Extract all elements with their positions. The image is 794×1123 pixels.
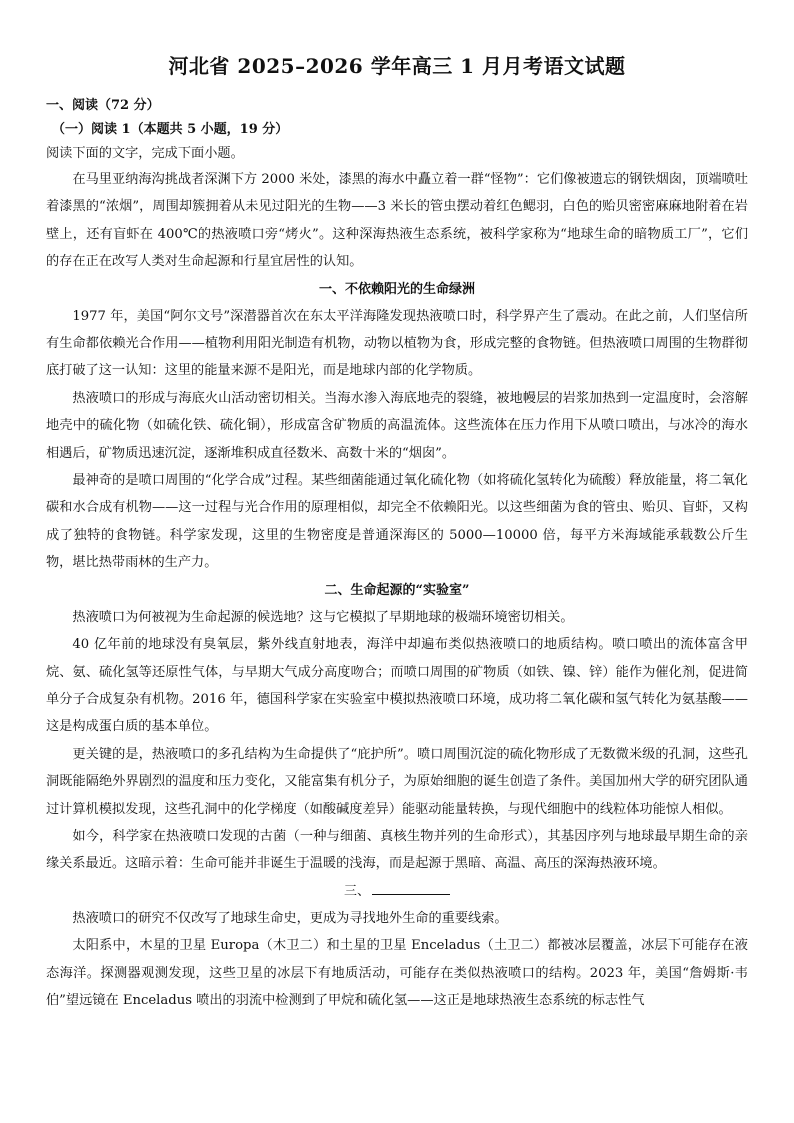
part3-heading-line — [46, 878, 748, 905]
paragraph: 太阳系中，木星的卫星 Europa（木卫二）和土星的卫星 Enceladus（土卫二）都被冰层覆盖，冰层下可能存在液态海洋。探测器观测发现，这些卫星的冰层下有地质活动，可能存在类似热液喷口的结构。2023 年，美国“詹姆斯·韦伯”望远镜在 Enceladus 喷出的羽流中检测到了甲烷和硫化氢——这正是地球热液生态系统的标志性气 — [46, 938, 748, 1008]
part3-heading: 三、 — [343, 883, 370, 899]
paragraph: 热液喷口的形成与海底火山活动密切相关。当海水渗入海底地壳的裂缝，被地幔层的岩浆加热到一定温度时，会溶解地壳中的硫化物（如硫化铁、硫化铜），形成富含矿物质的高温流体。这些流体在压力作用下从喷口喷出，与冰冷的海水相遇后，矿物质迅速沉淀，逐渐堆积成直径数米、高数十米的“烟囱”。 — [46, 390, 748, 461]
paragraph: 热液喷口为何被视为生命起源的候选地？这与它模拟了早期地球的极端环境密切相关。 — [72, 609, 574, 625]
title-blank — [372, 880, 450, 895]
paragraph: 最神奇的是喷口周围的“化学合成”过程。某些细菌能通过氧化硫化物（如将硫化氢转化为硫酸）释放能量，将二氧化碳和水合成有机物——这一过程与光合作用的原理相似，却完全不依赖阳光。以这些细菌为食的管虫、贻贝、盲虾，又构成了独特的食物链。科学家发现，这里的生物密度是普通深海区的 5000—10000 倍，每平方米海域能承载数公斤生物，堪比热带雨林的生产力。 — [46, 473, 748, 571]
subsection-heading: （一）阅读 1（本题共 5 小题，19 分） — [52, 122, 289, 137]
paragraph: 热液喷口的研究不仅改写了地球生命史，更成为寻找地外生命的重要线索。 — [72, 910, 508, 926]
part1-heading: 一、不依赖阳光的生命绿洲 — [318, 281, 475, 297]
section-heading: 一、阅读（72 分） — [46, 98, 160, 113]
instruction-text: 阅读下面的文字，完成下面小题。 — [46, 146, 244, 161]
paragraph: 40 亿年前的地球没有臭氧层，紫外线直射地表，海洋中却遍布类似热液喷口的地质结构。喷口喷出的流体富含甲烷、氨、硫化氢等还原性气体，与早期大气成分高度吻合；而喷口周围的矿物质（如铁、镍、锌）能作为催化剂，促进简单分子合成复杂有机物。2016 年，德国科学家在实验室中模拟热液喷口环境，成功将二氧化碳和氢气转化为氨基酸——这是构成蛋白质的基本单位。 — [46, 637, 748, 735]
paragraph: 如今，科学家在热液喷口发现的古菌（一种与细菌、真核生物并列的生命形式），其基因序列与地球最早期生命的亲缘关系最近。这暗示着：生命可能并非诞生于温暖的浅海，而是起源于黑暗、高温、高压的深海热液环境。 — [46, 828, 748, 872]
page-title: 河北省 2025–2026 学年高三 1 月月考语文试题 — [168, 54, 626, 78]
part2-heading: 二、生命起源的“实验室” — [324, 582, 470, 598]
paragraph: 1977 年，美国“阿尔文号”深潜器首次在东太平洋海隆发现热液喷口时，科学界产生了震动。在此之前，人们坚信所有生命都依赖光合作用——植物利用阳光制造有机物，动物以植物为食，形成完整的食物链。但热液喷口周围的生物群彻底打破了这一认知：这里的能量来源不是阳光，而是地球内部的化学物质。 — [46, 308, 748, 379]
intro-paragraph: 在马里亚纳海沟挑战者深渊下方 2000 米处，漆黑的海水中矗立着一群“怪物”：它们像被遗忘的钢铁烟囱，顶端喷吐着漆黑的“浓烟”，周围却簇拥着从未见过阳光的生物——3 米长的管虫摆动着红色鳃羽，白色的贻贝密密麻麻地附着在岩壁上，还有盲虾在 400℃的热液喷口旁“烤火”。这种深海热液生态系统，被科学家称为“地球生命的暗物质工厂”，它们的存在正在改写人类对生命起源和行星宜居性的认知。 — [46, 172, 748, 270]
paragraph: 更关键的是，热液喷口的多孔结构为生命提供了“庇护所”。喷口周围沉淀的硫化物形成了无数微米级的孔洞，这些孔洞既能隔绝外界剧烈的温度和压力变化，又能富集有机分子，为原始细胞的诞生创造了条件。美国加州大学的研究团队通过计算机模拟发现，这些孔洞中的化学梯度（如酸碱度差异）能驱动能量转换，与现代细胞中的线粒体功能惊人相似。 — [46, 746, 748, 817]
